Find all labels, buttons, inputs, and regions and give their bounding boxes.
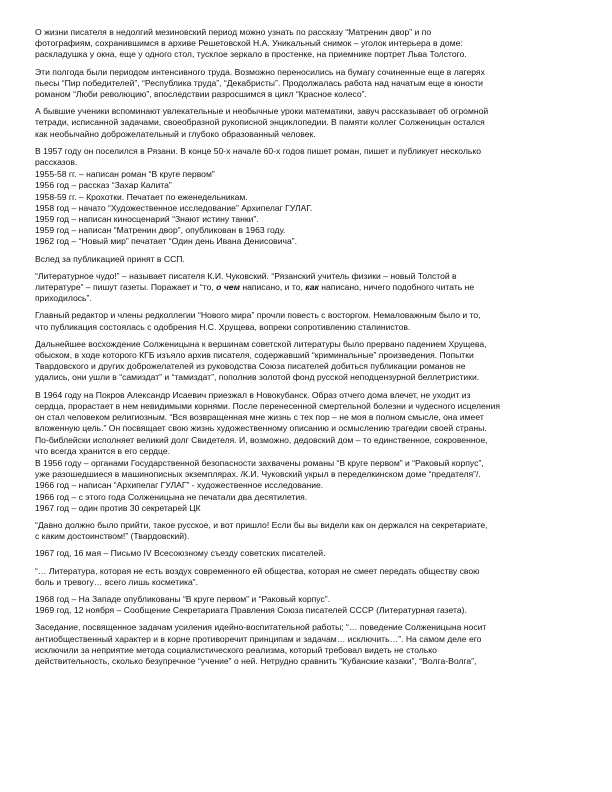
paragraph-letter-congress	[35, 548, 588, 559]
text-line: как необычайно доброжелательный и глубоко образованный человек.	[35, 128, 316, 139]
text-line: романом “Люби революцию”, впоследствии разросшимся в цикл “Красное колесо”.	[35, 89, 367, 100]
text-line: В 1964 году на Покров Александр Исаевич приезжал в Новокубанск. Образ отчего дома влечет, не уходит из	[35, 389, 471, 400]
text-line: сердца, прорастает в нем невидимыми корнями. После перенесенной смертельной болезни и чудесного исцеления	[35, 400, 501, 411]
timeline-item: 1956 год – рассказ “Захар Калита”	[35, 180, 172, 191]
text-line: исключили за неприятие метода социалистического реализма, который требовал видеть не столько	[35, 644, 437, 655]
timeline-1968-1969	[35, 594, 588, 616]
timeline-item: 1966 год – с этого года Солженицына не печатали два десятилетия.	[35, 491, 308, 502]
emphasis-text: о чем	[216, 282, 240, 293]
timeline-item: 1967 год – один против 30 секретарей ЦК	[35, 502, 201, 513]
paragraph-ryazan	[35, 146, 588, 168]
text-line: пьесы “Пир победителей”, “Республика труда”, “Декабристы”. Продолжалась работа над начатым еще в юности	[35, 77, 483, 88]
text-line: с каким достоинством!” (Твардовский).	[35, 531, 190, 542]
paragraph-ssp	[35, 254, 588, 265]
text-run: написано, ничего подобного читать не	[318, 282, 475, 293]
paragraph-khrushchev-fall	[35, 339, 588, 384]
text-line: Заседание, посвященное задачам усиления идейно-воспитательной работы; “… поведение Солженицына носит	[35, 622, 487, 633]
text-line: Вслед за публикацией принят в ССП.	[35, 253, 185, 264]
text-line: рассказов.	[35, 157, 78, 168]
timeline-item: 1958 год – начато “Художественное исследование” Архипелаг ГУЛАГ.	[35, 202, 313, 213]
text-line: О жизни писателя в недолгий мезиновский период можно узнать по рассказу “Матренин двор” и по	[35, 27, 432, 37]
timeline-item: 1959 год – написан “Матренин двор”, опубликован в 1963 году.	[35, 225, 286, 236]
text-line: что публикация состоялась с одобрения Н.С. Хрущева, вопреки сопротивлению сталинистов.	[35, 321, 411, 332]
text-line: Эти полгода были периодом интенсивного труда. Возможно переносились на бумагу сочиненные еще в лагерях	[35, 66, 485, 77]
text-line: Твардовского и других доброжелателей из руководства Союза писателей добиться публикации романов не	[35, 361, 466, 372]
timeline-item: уже разошедшиеся в машинописных экземплярах. /К.И. Чуковский укрыл в переделкинском доме “предателя”/.	[35, 469, 481, 480]
timeline-1956-1967	[35, 458, 588, 514]
timeline-item: В 1956 году – органами Государственной безопасности захвачены романы “В круге первом” и “Раковый корпус”,	[35, 457, 484, 468]
text-line: По-библейски исполняет великий долг Свидетеля. И, возможно, дедовский дом – то единственное, сокровенное,	[35, 434, 488, 445]
timeline-item: 1958-59 гг. – Крохотки. Печатает по еженедельникам.	[35, 191, 248, 202]
timeline-item: 1969 год, 12 ноября – Сообщение Секретариата Правления Союза писателей СССР (Литературная газета).	[35, 605, 467, 616]
paragraph-mezinovka	[35, 27, 588, 61]
timeline-item: 1968 год – На Западе опубликованы “В круге первом” и “Раковый корпус”.	[35, 593, 331, 604]
text-line: он стал человеком религиозным. “Вся возвращенная мне жизнь с тех пор – не моя в полном смысле, она имеет	[35, 412, 484, 423]
text-line: раскладушка у окна, еще у одного стол, тусклое зеркало в простенке, на приемнике портрет Льва Толстого.	[35, 49, 467, 60]
paragraph-expulsion	[35, 622, 588, 667]
text-line: Дальнейшее восхождение Солженицына к вершинам советской литературы было прервано падением Хрущева,	[35, 338, 487, 349]
timeline-item: 1955-58 гг. – написан роман “В круге первом”	[35, 169, 215, 180]
text-line: “Литературное чудо!” – называет писателя К.И. Чуковский. “Рязанский учитель физики – новый Толстой в	[35, 270, 457, 281]
text-line: фотографиям, сохранившимся в архиве Решетовской Н.А. Уникальный снимок – уголок интерьера в доме:	[35, 38, 463, 49]
text-line: приходилось”.	[35, 293, 92, 304]
text-line: “… Литература, которая не есть воздух современного ей общества, которая не смеет передать обществу свою	[35, 565, 480, 576]
text-line	[35, 282, 588, 293]
paragraph-students-memories	[35, 106, 588, 140]
paragraph-novokubansk	[35, 390, 588, 457]
text-line: вложенную цель.” Он посвящает свою жизнь художественному описанию и осмыслению трагедии своей страны.	[35, 423, 487, 434]
paragraph-novy-mir	[35, 310, 588, 332]
text-line: удались, они ушли в “самиздат” и “тамиздат”, пополнив золотой фонд русской неподцензурной беллетристики.	[35, 372, 480, 383]
timeline-1955-1962	[35, 169, 588, 247]
text-line: тетради, исписанной задачами, своеобразной рукописной энциклопедии. В памяти коллег Солженицын остался	[35, 117, 485, 128]
text-line: обыском, в ходе которого КГБ изъяло архив писателя, содержавший “криминальные” произведения. Попытки	[35, 350, 474, 361]
timeline-item: 1959 год – написан киносценарий “Знают истину танки”.	[35, 214, 259, 225]
text-line: А бывшие ученики вспоминают увлекательные и необычные уроки математики, завуч рассказывает об огромной	[35, 106, 489, 117]
text-line: В 1957 году он поселился в Рязани. В конце 50-х начале 60-х годов пишет роман, пишет и публикует несколько	[35, 145, 481, 156]
text-line: “Давно должно было прийти, такое русское, и вот пришло! Если бы вы видели как он держался на секретариате,	[35, 519, 488, 530]
paragraph-intensive-work	[35, 67, 588, 101]
text-run: литературе” – пишут газеты. Поражает и “то,	[35, 282, 217, 293]
timeline-item: 1962 год – “Новый мир” печатает “Один день Ивана Денисовича”.	[35, 236, 298, 247]
text-line: боль и тревогу… всего лишь косметика”.	[35, 576, 199, 587]
emphasis-text: как	[305, 282, 319, 293]
quote-literature	[35, 566, 588, 588]
timeline-item: 1966 год – написан “Архипелаг ГУЛАГ” - художественное исследование.	[35, 480, 324, 491]
text-line: антиобщественный характер и в корне противоречит принципам и задачам… исключить…”. На самом деле его	[35, 633, 482, 644]
text-line: Главный редактор и члены редколлегии “Нового мира” прочли повесть с восторгом. Немаловажным было и то,	[35, 310, 481, 321]
paragraph-literary-miracle	[35, 271, 588, 305]
text-run: написано, и то,	[239, 282, 306, 293]
text-line: что всегда хранится в его сердце.	[35, 445, 171, 456]
quote-tvardovsky	[35, 520, 588, 542]
text-line: действительность, сколько безупречное “учение” о ней. Нетрудно сравнить “Кубанские казаки”, “Волга-Волга”,	[35, 655, 477, 666]
text-line: 1967 год, 16 мая – Письмо IV Всесоюзному съезду советских писателей.	[35, 548, 326, 559]
